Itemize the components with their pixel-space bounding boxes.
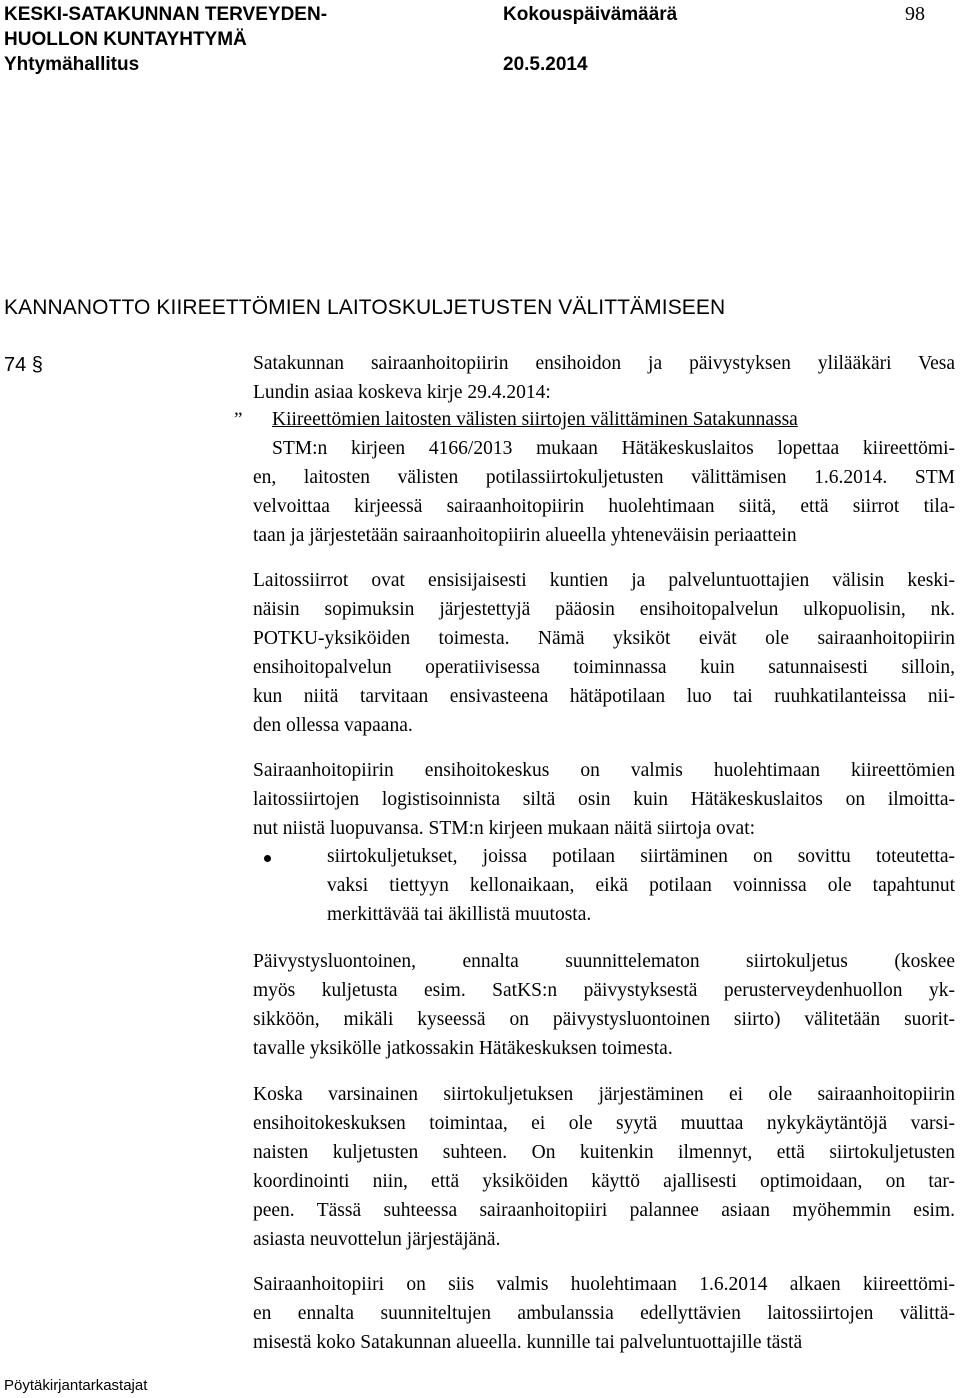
paragraph-line: en ennalta suunniteltujen ambulanssia edellyttävien laitossiirtojen välittä- xyxy=(253,1303,955,1324)
meta-label-text: Kokouspäivämäärä xyxy=(503,4,678,25)
paragraph-line: POTKU-yksiköiden toimesta. Nämä yksiköt eivät ole sairaanhoitopiirin xyxy=(253,628,955,649)
document-header xyxy=(0,0,960,80)
reference-body-cont xyxy=(253,463,955,550)
reference-line: STM:n kirjeen 4166/2013 mukaan Hätäkeskuslaitos lopettaa kiireettömi- xyxy=(272,438,955,459)
paragraph-line: Laitossiirrot ovat ensisijaisesti kuntien ja palveluntuottajien välisin keski- xyxy=(253,570,955,591)
paragraph-line: kun niitä tarvitaan ensivasteena hätäpotilaan luo tai ruuhkatilanteissa nii- xyxy=(253,686,955,707)
reference-line: taan ja järjestetään sairaanhoitopiirin alueella yhteneväisin periaattein xyxy=(253,525,797,546)
governing-body: Yhtymähallitus xyxy=(4,54,140,75)
paragraph-2 xyxy=(253,756,955,843)
paragraph-line: Koska varsinainen siirtokuljetuksen järjestäminen ei ole sairaanhoitopiirin xyxy=(253,1084,955,1105)
quote-mark: ” xyxy=(234,409,243,430)
section-title: KANNANOTTO KIIREETTÖMIEN LAITOSKULJETUSTEN VÄLITTÄMISEEN xyxy=(4,296,726,319)
paragraph-line: ensihoitokeskuksen toimintaa, ei ole syytä muuttaa nykykäytäntöjä varsi- xyxy=(253,1113,955,1134)
intro-line: Satakunnan sairaanhoitopiirin ensihoidon ja päivystyksen ylilääkäri Vesa xyxy=(253,353,955,374)
org-line-1: KESKI-SATAKUNNAN TERVEYDEN- xyxy=(4,4,328,25)
bullet-line: siirtokuljetukset, joissa potilaan siirtäminen on sovittu toteutetta- xyxy=(327,846,955,867)
paragraph-line: den ollessa vapaana. xyxy=(253,715,413,736)
bullet-icon xyxy=(264,855,271,862)
bullet-line: vaksi tiettyyn kellonaikaan, eikä potilaan voinnissa ole tapahtunut xyxy=(327,875,955,896)
meeting-date-label xyxy=(503,2,677,27)
paragraph-line: Sairaanhoitopiiri on siis valmis huolehtimaan 1.6.2014 alkaen kiireettömi- xyxy=(253,1274,955,1295)
paragraph-line: näisin sopimuksin järjestettyjä pääosin ensihoitopalvelun ulkopuolisin, nk. xyxy=(253,599,955,620)
paragraph-line: myös kuljetusta esim. SatKS:n päivystyksestä perusterveydenhuollon yk- xyxy=(253,980,955,1001)
reference-heading xyxy=(272,405,955,434)
paragraph-line: sikköön, mikäli kyseessä on päivystysluontoinen siirto) välitetään suorit- xyxy=(253,1009,955,1030)
paragraph-line: tavalle yksikölle jatkossakin Hätäkeskuksen toimesta. xyxy=(253,1038,673,1059)
paragraph-line: ensihoitopalvelun operatiivisessa toiminnassa kuin satunnaisesti silloin, xyxy=(253,657,955,678)
paragraph-4 xyxy=(253,1080,955,1254)
bullet-item xyxy=(327,842,955,929)
paragraph-line: naisten kuljetusten suhteen. On kuitenkin ilmennyt, että siirtokuljetusten xyxy=(253,1142,955,1163)
reference-link[interactable]: Kiireettömien laitosten välisten siirtojen välittäminen Satakunnassa xyxy=(272,409,798,430)
footer-label: Pöytäkirjantarkastajat xyxy=(4,1377,148,1394)
paragraph-line: nut niistä luopuvansa. STM:n kirjeen mukaan näitä siirtoja ovat: xyxy=(253,818,756,839)
organization-name xyxy=(4,2,327,52)
page-number: 98 xyxy=(905,3,925,25)
paragraph-1 xyxy=(253,566,955,740)
reference-body xyxy=(272,434,955,463)
paragraph-line: laitossiirtojen logistisoinnista siltä osin kuin Hätäkeskuslaitos on ilmoitta- xyxy=(253,789,955,810)
paragraph-5 xyxy=(253,1270,955,1357)
org-line-2: HUOLLON KUNTAYHTYMÄ xyxy=(4,29,247,50)
paragraph-line: Päivystysluontoinen, ennalta suunnittelematon siirtokuljetus (koskee xyxy=(253,951,955,972)
reference-line: velvoittaa kirjeessä sairaanhoitopiirin huolehtimaan siitä, että siirrot tila- xyxy=(253,496,955,517)
paragraph-3 xyxy=(253,947,955,1063)
paragraph-line: peen. Tässä suhteessa sairaanhoitopiiri palannee asiaan myöhemmin esim. xyxy=(253,1200,955,1221)
paragraph-line: asiasta neuvottelun järjestäjänä. xyxy=(253,1229,501,1250)
paragraph-line: Sairaanhoitopiirin ensihoitokeskus on valmis huolehtimaan kiireettömien xyxy=(253,760,955,781)
paragraph-line: misestä koko Satakunnan alueella. kunnille tai palveluntuottajille tästä xyxy=(253,1332,803,1353)
bullet-line: merkittävää tai äkillistä muutosta. xyxy=(327,904,592,925)
meeting-date: 20.5.2014 xyxy=(503,54,588,75)
paragraph-line: koordinointi niin, että yksiköiden käyttö ajallisesti optimoidaan, on tar- xyxy=(253,1171,955,1192)
intro-paragraph xyxy=(253,349,955,407)
section-number: 74 § xyxy=(4,354,43,376)
intro-line: Lundin asiaa koskeva kirje 29.4.2014: xyxy=(253,382,551,403)
reference-line: en, laitosten välisten potilassiirtokuljetusten välittämisen 1.6.2014. STM xyxy=(253,467,955,488)
